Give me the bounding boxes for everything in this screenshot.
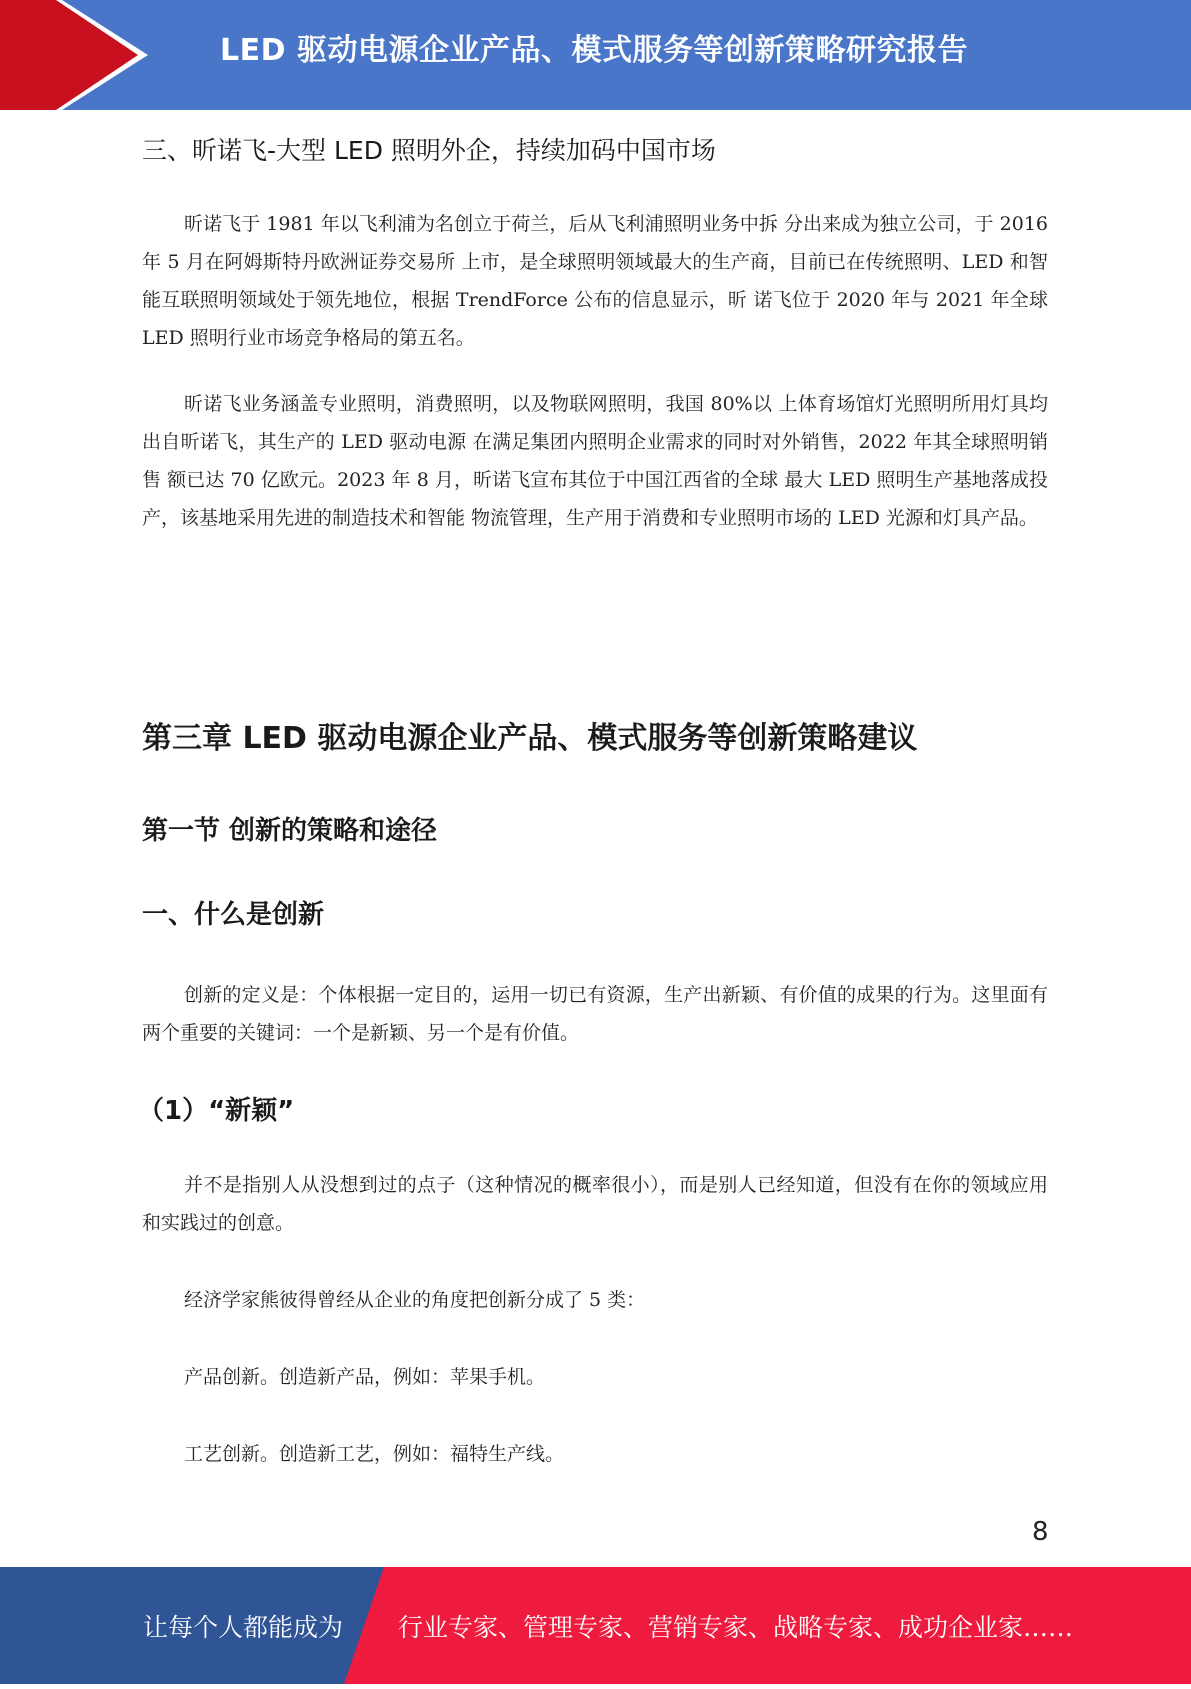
product-innovation-line: 产品创新。创造新产品，例如：苹果手机。: [184, 1366, 546, 1388]
page-footer: [0, 1567, 1191, 1684]
footer-slogan-left: 让每个人都能成为: [143, 1613, 344, 1642]
innovation-definition-paragraph: 创新的定义是：个体根据一定目的，运用一切已有资源，生产出新颖、有价值的成果的行为。这里面有两个重要的关键词：一个是新颖、另一个是有价值。: [142, 984, 1048, 1044]
footer-slogan-right: 行业专家、管理专家、营销专家、战略专家、成功企业家……: [398, 1613, 1074, 1642]
signify-paragraph-2: 昕诺飞业务涵盖专业照明，消费照明，以及物联网照明，我国 80%以 上体育场馆灯光照明所用灯具均出自昕诺飞，其生产的 LED 驱动电源 在满足集团内照明企业需求的同时对外销售，2022 年其全球照明销售 额已达 70 亿欧元。2023 年 8 月，昕诺飞宣布其位于中国江西省的全球 最大 LED 照明生产基地落成投产，该基地采用先进的制造技术和智能 物流管理，生产用于消费和专业照明市场的 LED 光源和灯具产品。: [142, 393, 1048, 529]
page-number: 8: [1032, 1517, 1049, 1547]
chapter-heading: 第三章 LED 驱动电源企业产品、模式服务等创新策略建议: [142, 721, 918, 756]
what-is-innovation-heading: 一、什么是创新: [142, 900, 325, 930]
section-heading: 第一节 创新的策略和途径: [142, 816, 438, 846]
page-header: [0, 0, 1191, 110]
novel-paragraph: 并不是指别人从没想到过的点子（这种情况的概率很小），而是别人已经知道，但没有在你的领域应用和实践过的创意。: [142, 1174, 1048, 1234]
header-chevron-icon: [0, 0, 160, 110]
signify-heading: 三、昕诺飞-大型 LED 照明外企，持续加码中国市场: [142, 136, 716, 165]
novel-heading: （1）“新颖”: [138, 1096, 295, 1126]
report-title: LED 驱动电源企业产品、模式服务等创新策略研究报告: [220, 33, 968, 68]
schumpeter-line: 经济学家熊彼得曾经从企业的角度把创新分成了 5 类：: [184, 1289, 646, 1311]
process-innovation-line: 工艺创新。创造新工艺，例如：福特生产线。: [184, 1443, 565, 1465]
signify-paragraph-1: 昕诺飞于 1981 年以飞利浦为名创立于荷兰，后从飞利浦照明业务中拆 分出来成为独立公司，于 2016 年 5 月在阿姆斯特丹欧洲证券交易所 上市，是全球照明领域最大的生产商，目前已在传统照明、LED 和智 能互联照明领域处于领先地位，根据 TrendForce 公布的信息显示，昕 诺飞位于 2020 年与 2021 年全球 LED 照明行业市场竞争格局的第五名。: [142, 213, 1048, 349]
